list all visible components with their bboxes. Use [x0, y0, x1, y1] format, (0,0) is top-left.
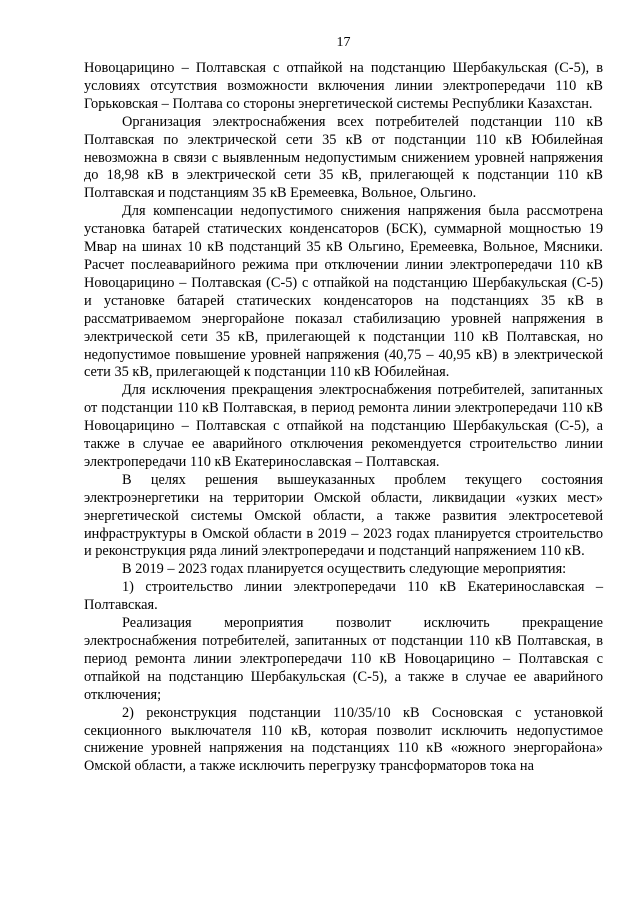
list-item: 1) строительство линии электропередачи 110 кВ Екатеринославская – Полтавская. [84, 579, 603, 614]
document-body [84, 60, 603, 776]
paragraph: В 2019 – 2023 годах планируется осуществить следующие мероприятия: [122, 561, 567, 578]
paragraph: Для компенсации недопустимого снижения напряжения была рассмотрена установка батарей статических конденсаторов (БСК), суммарной мощностью 19 Мвар на шинах 10 кВ подстанций 35 кВ Ольгино, Еремеевка, Вольное, Мясники. Расчет послеаварийного режима при отключении линии электропередачи 110 кВ Новоцарицино – Полтавская (С-5) с отпайкой на подстанцию Шербакульская (С-5) и установке батарей статических конденсаторов на подстанциях 35 кВ в рассматриваемом энергорайоне показал стабилизацию уровней напряжения в электрической сети 35 кВ, прилегающей к подстанции 110 кВ Полтавская, но недопустимое повышение уровней напряжения (40,75 – 40,95 кВ) в электрической сети 35 кВ, прилегающей к подстанции 110 кВ Юбилейная. [84, 203, 603, 381]
page-number: 17 [336, 35, 351, 50]
paragraph: В целях решения вышеуказанных проблем текущего состояния электроэнергетики на территории Омской области, ликвидации «узких мест» энергетической системы Омской области, а также развития электросетевой инфраструктуры в Омской области в 2019 – 2023 годах планируется строительство и реконструкция ряда линий электропередачи и подстанций напряжением 110 кВ. [84, 471, 603, 560]
paragraph: Организация электроснабжения всех потребителей подстанции 110 кВ Полтавская по электрической сети 35 кВ от подстанции 110 кВ Юбилейная невозможна в связи с выявленным недопустимым снижением уровней напряжения до 18,98 кВ в электрической сети 35 кВ, прилегающей к подстанции 110 кВ Полтавская и подстанциям 35 кВ Еремеевка, Вольное, Ольгино. [84, 113, 603, 202]
paragraph: Для исключения прекращения электроснабжения потребителей, запитанных от подстанции 110 кВ Полтавская, в период ремонта линии электропередачи 110 кВ Новоцарицино – Полтавская с отпайкой на подстанцию Шербакульская (С-5), а также в случае ее аварийного отключения рекомендуется строительство линии электропередачи 110 кВ Екатеринославская – Полтавская. [84, 382, 603, 470]
list-item: 2) реконструкция подстанции 110/35/10 кВ Сосновская с установкой секционного выключателя 110 кВ, которая позволит исключить недопустимое снижение уровней напряжения на подстанциях 110 кВ «южного энергорайона» Омской области, а также исключить перегрузку трансформаторов тока на [84, 704, 603, 775]
paragraph: Реализация мероприятия позволит исключить прекращение электроснабжения потребителей, запитанных от подстанции 110 кВ Полтавская, в период ремонта линии электропередачи 110 кВ Новоцарицино – Полтавская с отпайкой на подстанцию Шербакульская (С-5), а также в случае ее аварийного отключения; [84, 615, 603, 703]
paragraph-continuation: Новоцарицино – Полтавская с отпайкой на подстанцию Шербакульская (С-5), в условиях отсутствия возможности включения линии электропередачи 110 кВ Горьковская – Полтава со стороны энергетической системы Республики Казахстан. [84, 60, 603, 112]
